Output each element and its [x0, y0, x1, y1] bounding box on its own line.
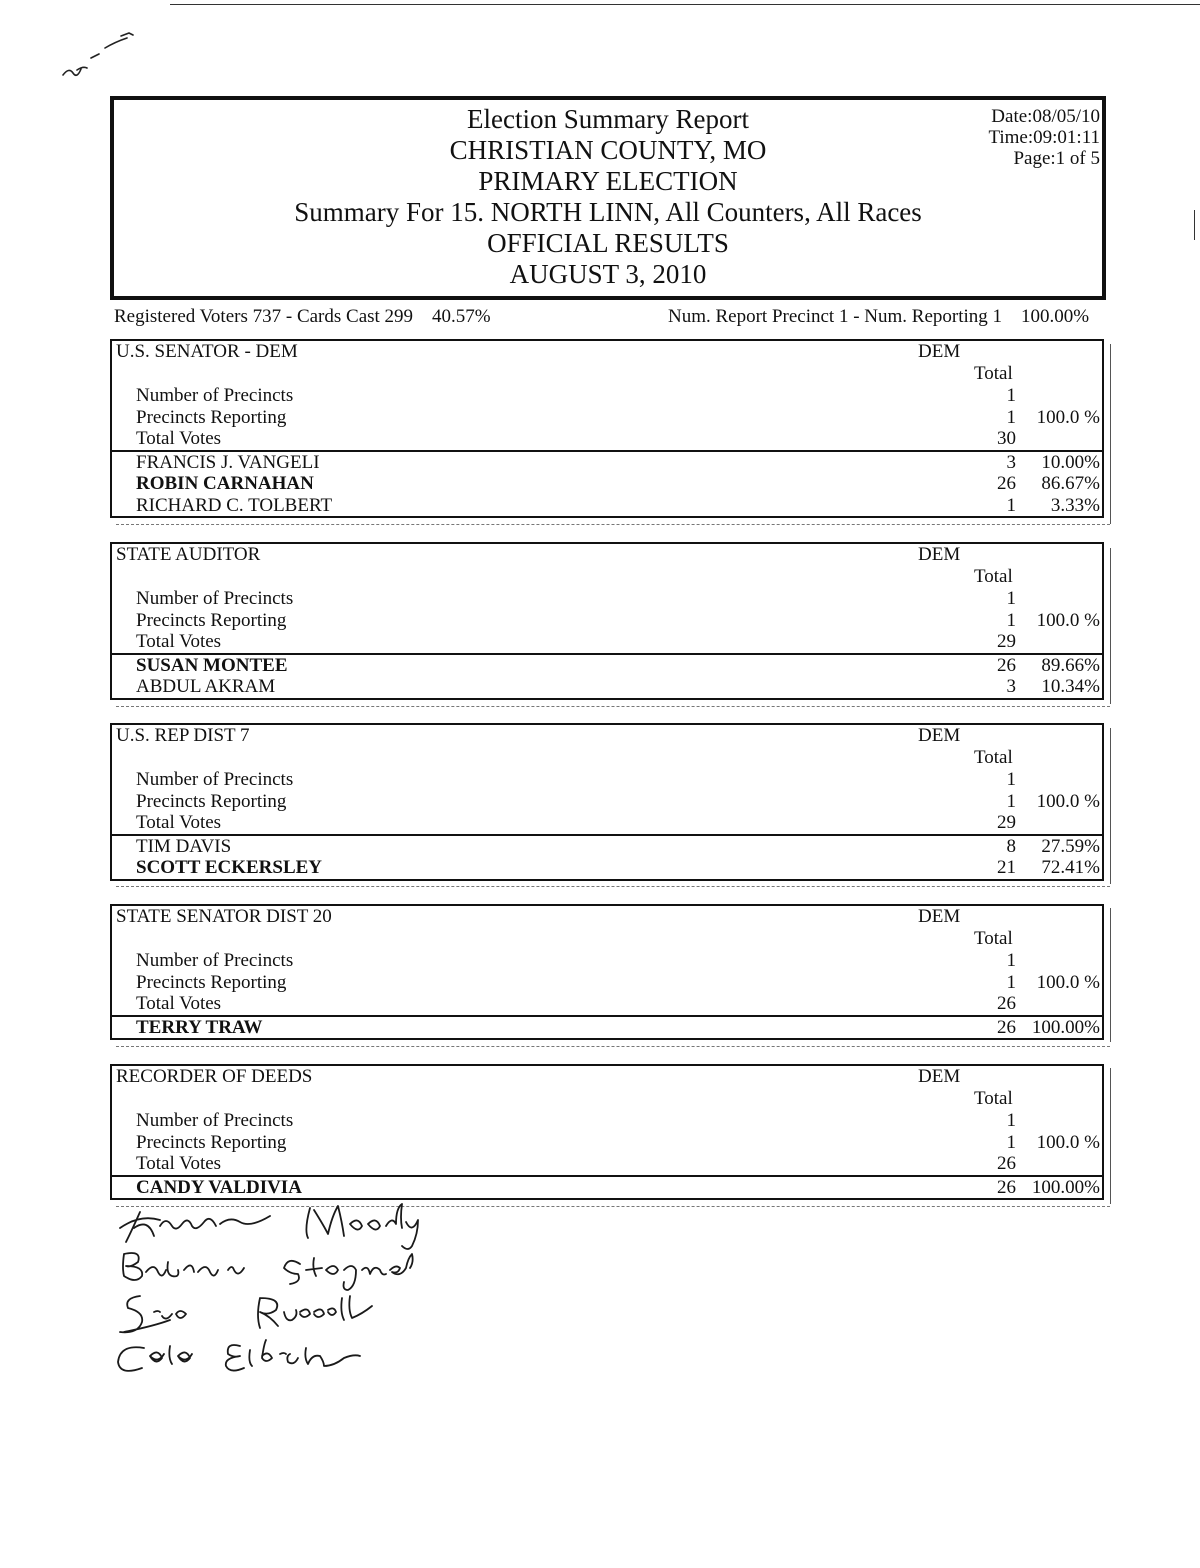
precincts-reporting-label: Precincts Reporting	[136, 406, 287, 428]
county-name: CHRISTIAN COUNTY, MO	[449, 135, 767, 165]
report-time: Time:09:01:11	[988, 127, 1100, 148]
candidate-votes: 26	[997, 473, 1016, 494]
stat-row	[112, 631, 1102, 653]
num-precincts-label: Number of Precincts	[136, 1110, 294, 1131]
precincts-reporting-pct: 100.0 %	[1036, 971, 1100, 993]
stat-row	[112, 385, 1102, 407]
precincts-reporting-value: 1	[1006, 609, 1016, 631]
party-label: DEM	[918, 544, 961, 565]
total-header: Total	[974, 747, 1013, 768]
candidate-row	[112, 857, 1102, 879]
party-label: DEM	[918, 341, 961, 362]
candidate-votes: 26	[997, 1176, 1016, 1198]
total-votes-value: 29	[997, 631, 1016, 652]
total-header: Total	[974, 1088, 1013, 1109]
candidate-row	[112, 1175, 1102, 1199]
num-precincts-value: 1	[1006, 769, 1016, 790]
race-state-senator-dist-20	[110, 904, 1104, 1040]
total-votes-value: 26	[997, 1153, 1016, 1174]
registered-voters-summary: Registered Voters 737 - Cards Cast 299 40.57%	[114, 306, 491, 327]
precincts-reporting-label: Precincts Reporting	[136, 609, 287, 631]
num-precincts-label: Number of Precincts	[136, 385, 294, 406]
election-name: PRIMARY ELECTION	[478, 166, 738, 196]
candidate-row	[112, 834, 1102, 858]
edge-mark	[1194, 210, 1195, 240]
candidate-votes: 26	[997, 1016, 1016, 1038]
candidate-row	[112, 473, 1102, 495]
race-title: RECORDER OF DEEDS	[116, 1066, 313, 1087]
party-label: DEM	[918, 1066, 961, 1087]
party-label: DEM	[918, 725, 961, 746]
report-page: Page:1 of 5	[1013, 148, 1100, 169]
candidate-name: SUSAN MONTEE	[136, 654, 288, 676]
stat-row	[112, 1153, 1102, 1175]
num-precincts-value: 1	[1006, 1110, 1016, 1131]
candidate-name: RICHARD C. TOLBERT	[136, 494, 333, 516]
stat-row	[112, 791, 1102, 813]
scan-bracket	[1106, 548, 1111, 704]
candidate-votes: 21	[997, 857, 1016, 878]
report-title: Election Summary Report	[467, 104, 749, 134]
total-votes-value: 26	[997, 993, 1016, 1014]
candidate-pct: 100.00%	[1031, 1016, 1100, 1038]
candidate-name: FRANCIS J. VANGELI	[136, 451, 320, 473]
candidate-votes: 8	[1006, 835, 1016, 857]
candidate-pct: 89.66%	[1041, 654, 1100, 676]
candidate-name: TERRY TRAW	[136, 1016, 263, 1038]
total-header: Total	[974, 566, 1013, 587]
top-rule	[170, 4, 1200, 5]
scan-bracket	[1106, 1068, 1111, 1204]
total-votes-label: Total Votes	[136, 428, 222, 449]
section-divider	[116, 524, 1110, 525]
race-title: U.S. REP DIST 7	[116, 725, 250, 746]
section-divider	[116, 706, 1110, 707]
stat-row	[112, 1110, 1102, 1132]
stat-row	[112, 993, 1102, 1015]
num-precincts-value: 1	[1006, 385, 1016, 406]
stat-row	[112, 1132, 1102, 1154]
race-us-senator	[110, 339, 1104, 518]
race-recorder-of-deeds	[110, 1064, 1104, 1200]
stat-row	[112, 769, 1102, 791]
candidate-pct: 72.41%	[1041, 857, 1100, 878]
precincts-reporting-value: 1	[1006, 971, 1016, 993]
scan-bracket	[1106, 908, 1111, 1042]
header-meta	[988, 106, 1100, 169]
total-votes-label: Total Votes	[136, 1153, 222, 1174]
candidate-votes: 1	[1006, 494, 1016, 516]
candidate-row	[112, 676, 1102, 698]
precincts-reporting-pct: 100.0 %	[1036, 406, 1100, 428]
total-votes-value: 29	[997, 812, 1016, 833]
precincts-reporting-label: Precincts Reporting	[136, 1131, 287, 1153]
precincts-reporting-label: Precincts Reporting	[136, 790, 287, 812]
candidate-row	[112, 450, 1102, 474]
candidate-pct: 10.00%	[1041, 451, 1100, 473]
candidate-pct: 86.67%	[1041, 473, 1100, 494]
handwritten-mark	[55, 30, 155, 90]
candidate-votes: 3	[1006, 676, 1016, 697]
summary-for: Summary For 15. NORTH LINN, All Counters, All Races	[294, 197, 922, 227]
candidate-pct: 10.34%	[1041, 676, 1100, 697]
precincts-reporting-value: 1	[1006, 790, 1016, 812]
official-results: OFFICIAL RESULTS	[487, 228, 729, 258]
signatures-image	[110, 1200, 480, 1390]
scan-bracket	[1106, 728, 1111, 884]
candidate-name: TIM DAVIS	[136, 835, 232, 857]
precincts-reporting-pct: 100.0 %	[1036, 790, 1100, 812]
party-label: DEM	[918, 906, 961, 927]
num-precincts-value: 1	[1006, 950, 1016, 971]
precincts-reporting-pct: 100.0 %	[1036, 609, 1100, 631]
num-precincts-label: Number of Precincts	[136, 950, 294, 971]
candidate-name: ABDUL AKRAM	[136, 676, 276, 697]
total-header: Total	[974, 928, 1013, 949]
total-votes-label: Total Votes	[136, 631, 222, 652]
section-divider	[116, 1046, 1110, 1047]
num-precincts-label: Number of Precincts	[136, 769, 294, 790]
stat-row	[112, 972, 1102, 994]
section-divider	[116, 886, 1110, 887]
stat-row	[112, 812, 1102, 834]
stat-row	[112, 428, 1102, 450]
precincts-reporting-value: 1	[1006, 406, 1016, 428]
stat-row	[112, 407, 1102, 429]
candidate-name: SCOTT ECKERSLEY	[136, 857, 323, 878]
candidate-pct: 27.59%	[1041, 835, 1100, 857]
total-votes-value: 30	[997, 428, 1016, 449]
candidate-name: ROBIN CARNAHAN	[136, 473, 314, 494]
stat-row	[112, 610, 1102, 632]
candidate-votes: 3	[1006, 451, 1016, 473]
stat-row	[112, 950, 1102, 972]
header-titles	[114, 104, 1102, 290]
race-us-rep-dist-7	[110, 723, 1104, 881]
race-state-auditor	[110, 542, 1104, 700]
num-precincts-label: Number of Precincts	[136, 588, 294, 609]
candidate-pct: 3.33%	[1050, 494, 1100, 516]
report-header	[110, 96, 1106, 300]
candidate-row	[112, 495, 1102, 517]
race-title: U.S. SENATOR - DEM	[116, 341, 298, 362]
reporting-summary: Num. Report Precinct 1 - Num. Reporting 1 100.00%	[668, 306, 1090, 327]
race-title: STATE AUDITOR	[116, 544, 261, 565]
total-header: Total	[974, 363, 1013, 384]
num-precincts-value: 1	[1006, 588, 1016, 609]
total-votes-label: Total Votes	[136, 812, 222, 833]
report-date: Date:08/05/10	[991, 106, 1100, 127]
candidate-row	[112, 653, 1102, 677]
precincts-reporting-pct: 100.0 %	[1036, 1131, 1100, 1153]
stat-row	[112, 588, 1102, 610]
candidate-row	[112, 1015, 1102, 1039]
candidate-name: CANDY VALDIVIA	[136, 1176, 302, 1198]
election-date: AUGUST 3, 2010	[509, 259, 707, 289]
race-title: STATE SENATOR DIST 20	[116, 906, 332, 927]
precincts-reporting-value: 1	[1006, 1131, 1016, 1153]
candidate-pct: 100.00%	[1031, 1176, 1100, 1198]
total-votes-label: Total Votes	[136, 993, 222, 1014]
scan-bracket	[1106, 344, 1111, 524]
candidate-votes: 26	[997, 654, 1016, 676]
precincts-reporting-label: Precincts Reporting	[136, 971, 287, 993]
